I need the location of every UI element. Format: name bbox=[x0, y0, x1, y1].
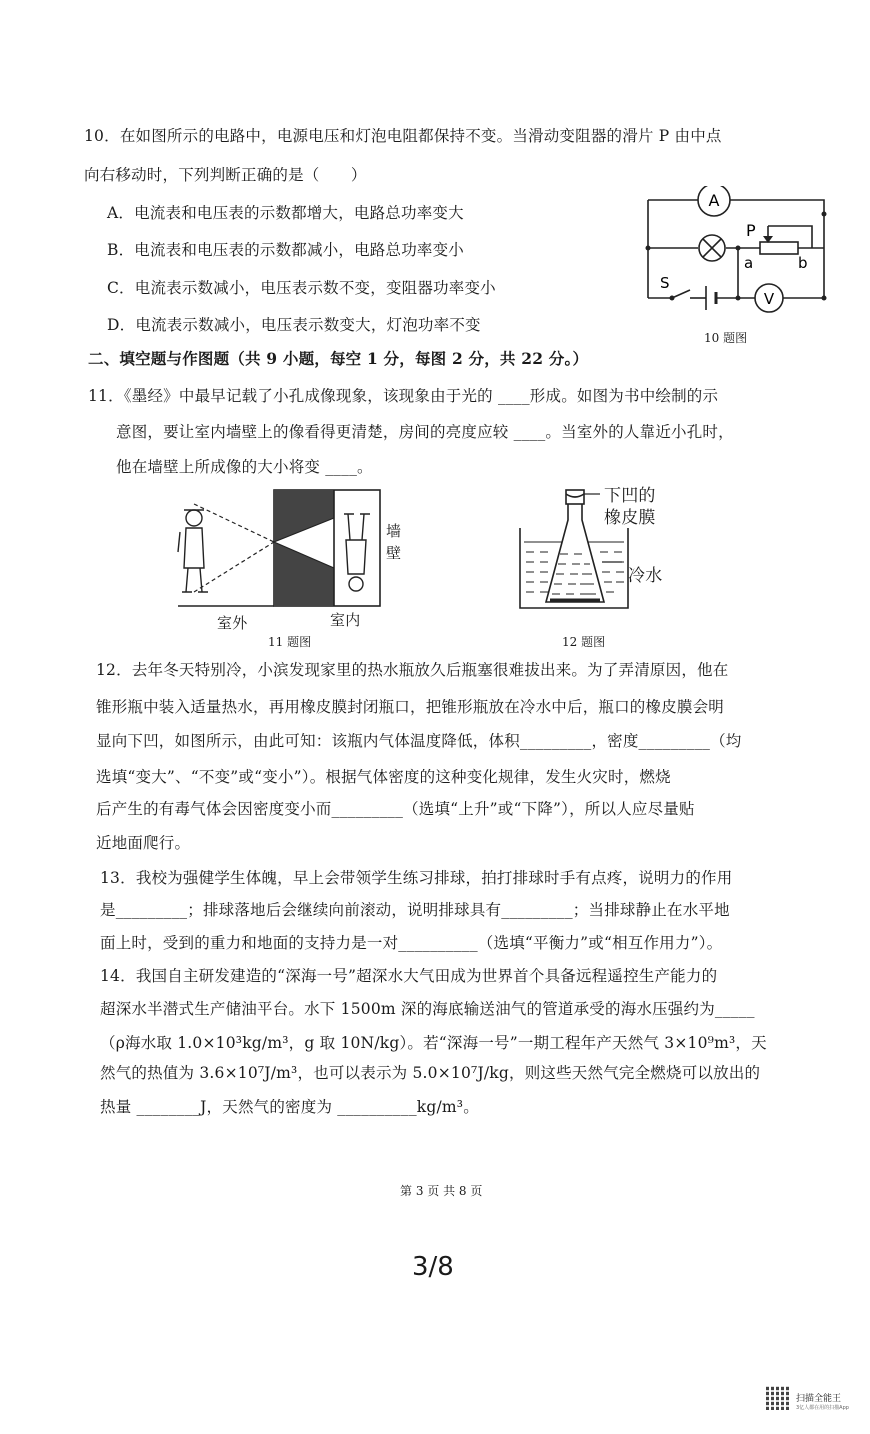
q11-figure-caption: 11 题图 bbox=[268, 635, 312, 649]
scanner-brand-sub: 3亿人都在用的扫描App bbox=[796, 1405, 849, 1411]
q13-line-2: 是_________；排球落地后会继续向前滚动，说明排球具有_________；当排球静止在水平地 bbox=[100, 901, 730, 919]
page-number-small: 第 3 页 共 8 页 bbox=[400, 1184, 483, 1198]
membrane-icon bbox=[566, 494, 584, 497]
q11-line-3: 他在墙壁上所成像的大小将变 ____。 bbox=[116, 458, 373, 476]
q10-option-c: C．电流表示数减小，电压表示数不变，变阻器功率变小 bbox=[107, 279, 496, 297]
q11-wall-label: 墙壁 bbox=[386, 522, 402, 562]
person-outside-icon bbox=[178, 510, 208, 592]
ammeter-label: A bbox=[708, 191, 720, 210]
q11-pinhole-figure bbox=[160, 488, 410, 636]
end-b-label: b bbox=[798, 254, 808, 272]
q10-option-d: D．电流表示数减小，电压表示数变大，灯泡功率不变 bbox=[107, 316, 481, 334]
q10-figure-caption: 10 题图 bbox=[704, 331, 748, 345]
q12-line-5: 后产生的有毒气体会因密度变小而_________（选填“上升”或“下降”），所以人应尽量贴 bbox=[96, 800, 695, 818]
q12-line-1: 12．去年冬天特别冷，小滨发现家里的热水瓶放久后瓶塞很难拔出来。为了弄清原因，他在 bbox=[96, 661, 729, 679]
light-ray-dashed bbox=[194, 504, 274, 592]
q14-line-5: 热量 ________J，天然气的密度为 __________kg/m³。 bbox=[100, 1098, 479, 1116]
q11-line-1: 11．《墨经》中最早记载了小孔成像现象，该现象由于光的 ____形成。如图为书中绘制的示 bbox=[88, 387, 719, 405]
q11-line-2: 意图，要让室内墙壁上的像看得更清楚，房间的亮度应较 ____。当室外的人靠近小孔时， bbox=[116, 423, 734, 441]
section2-heading: 二、填空题与作图题（共 9 小题，每空 1 分，每图 2 分，共 22 分。） bbox=[88, 349, 589, 368]
q10-stem-line-1: 10．在如图所示的电路中，电源电压和灯泡电阻都保持不变。当滑动变阻器的滑片 P 由中点 bbox=[84, 127, 722, 145]
scanner-brand: 扫描全能王 bbox=[796, 1394, 842, 1404]
q10-circuit-figure bbox=[636, 186, 836, 352]
voltmeter-label: V bbox=[763, 290, 775, 308]
q12-line-2: 锥形瓶中装入适量热水，再用橡皮膜封闭瓶口，把锥形瓶放在冷水中后，瓶口的橡皮膜会明 bbox=[96, 698, 725, 716]
q14-line-3: （ρ海水取 1.0×10³kg/m³，g 取 10N/kg）。若“深海一号”一期工程年产天然气 3×10⁹m³，天 bbox=[100, 1034, 767, 1052]
switch-label: S bbox=[660, 274, 670, 292]
q10-option-a: A．电流表和电压表的示数都增大，电路总功率变大 bbox=[107, 204, 464, 222]
q12-line-4: 选填“变大”、“不变”或“变小”）。根据气体密度的这种变化规律，发生火灾时，燃烧 bbox=[96, 768, 671, 786]
q14-line-2: 超深水半潜式生产储油平台。水下 1500m 深的海底输送油气的管道承受的海水压强约为_____ bbox=[100, 1000, 755, 1018]
q11-outdoor-label: 室外 bbox=[217, 614, 248, 632]
q12-water-label: 冷水 bbox=[628, 566, 663, 586]
rheostat-icon bbox=[760, 242, 798, 254]
slider-label: P bbox=[746, 221, 756, 240]
q12-line-6: 近地面爬行。 bbox=[96, 834, 191, 852]
q12-membrane-label-1: 下凹的 bbox=[604, 486, 656, 506]
q10-option-b: B．电流表和电压表的示数都减小，电路总功率变小 bbox=[107, 241, 464, 259]
flask-icon bbox=[546, 504, 604, 602]
q12-figure-caption: 12 题图 bbox=[562, 635, 606, 649]
q12-line-3: 显向下凹，如图所示，由此可知：该瓶内气体温度降低，体积_________，密度_________（均 bbox=[96, 732, 742, 750]
q14-line-4: 然气的热值为 3.6×10⁷J/m³，也可以表示为 5.0×10⁷J/kg，则这些天然气完全燃烧可以放出的 bbox=[100, 1064, 761, 1082]
q13-line-3: 面上时，受到的重力和地面的支持力是一对__________（选填“平衡力”或“相互作用力”）。 bbox=[100, 934, 723, 952]
end-a-label: a bbox=[744, 254, 754, 272]
wire-top-right bbox=[730, 200, 824, 214]
switch-pivot bbox=[670, 296, 675, 301]
q11-indoor-label: 室内 bbox=[330, 611, 361, 629]
q12-membrane-label-2: 橡皮膜 bbox=[604, 508, 656, 528]
q10-stem-line-2: 向右移动时，下列判断正确的是（ ） bbox=[84, 166, 367, 184]
q13-line-1: 13．我校为强健学生体魄，早上会带领学生练习排球，拍打排球时手有点疼，说明力的作用 bbox=[100, 869, 733, 887]
switch-lever bbox=[672, 290, 690, 298]
q14-line-1: 14．我国自主研发建造的“深海一号”超深水大气田成为世界首个具备远程遥控生产能力的 bbox=[100, 967, 718, 985]
page-number-large: 3/8 bbox=[412, 1252, 454, 1282]
